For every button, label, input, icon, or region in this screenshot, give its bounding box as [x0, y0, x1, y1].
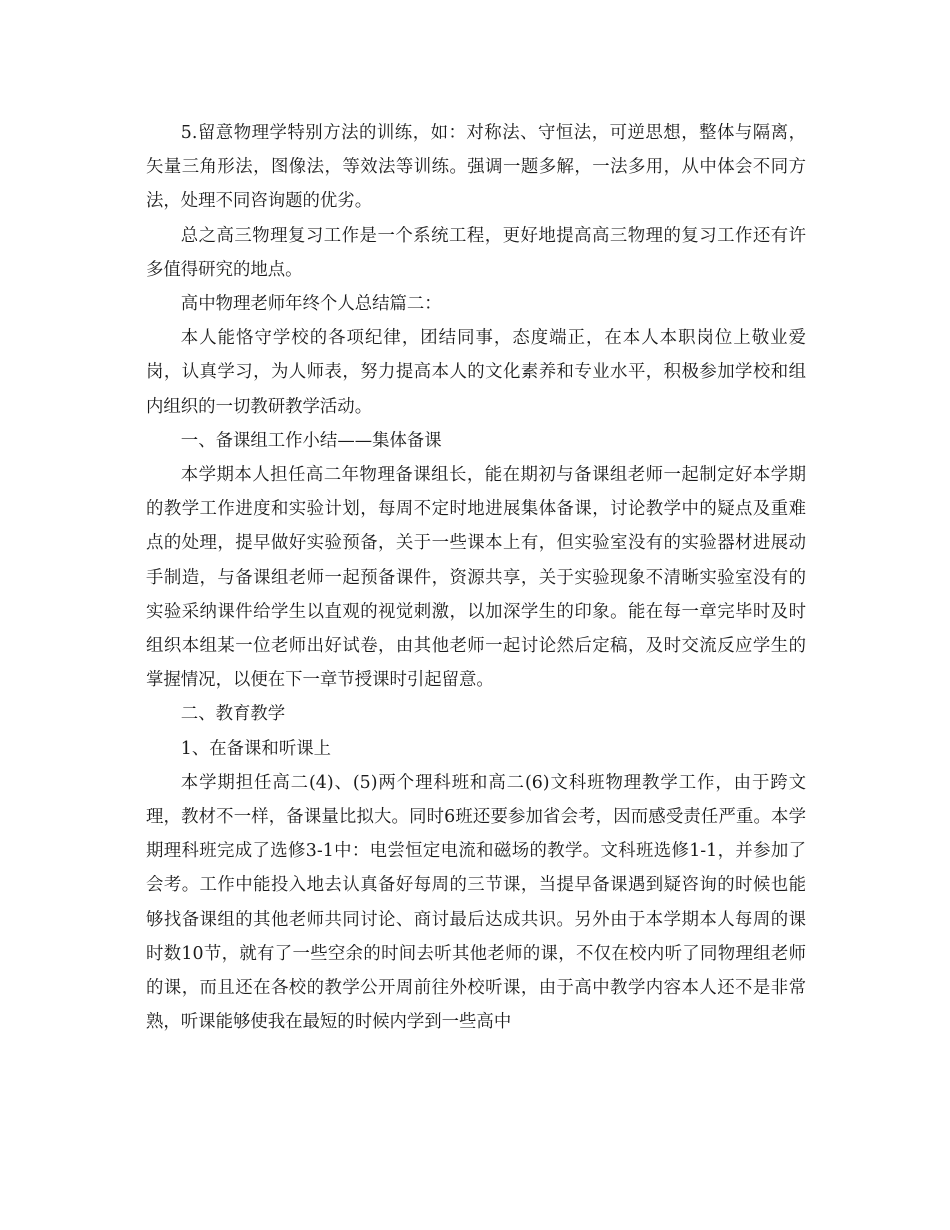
paragraph-self-discipline: 本人能恪守学校的各项纪律，团结同事，态度端正，在本人本职岗位上敬业爱岗，认真学习，为人师表，努力提高本人的文化素养和专业水平，积极参加学校和组内组织的一切教研教学活动。 — [146, 328, 806, 417]
paragraph-method-training: 5.留意物理学特别方法的训练，如：对称法、守恒法，可逆思想，整体与隔离，矢量三角形法，图像法，等效法等训练。强调一题多解，一法多用，从中体会不同方法，处理不同咨询题的优劣。 — [146, 123, 806, 212]
paragraph-teaching-workload: 本学期担任高二(4)、(5)两个理科班和高二(6)文科班物理教学工作，由于跨文理，教材不一样，备课量比拟大。同时6班还要参加省会考，因而感受责任严重。本学期理科班完成了选修3-1中：电尝恒定电流和磁场的教学。文科班选修1-1，并参加了会考。工作中能投入地去认真备好每周的三节课，当提早备课遇到疑咨询的时候也能够找备课组的其他老师共同讨论、商讨最后达成共识。另外由于本学期本人每周的课时数10节，就有了一些空余的时间去听其他老师的课，不仅在校内听了同物理组老师的课，而且还在各校的教学公开周前往外校听课，由于高中教学内容本人还不是非常熟，听课能够使我在最短的时候内学到一些高中 — [146, 772, 806, 1033]
document-body — [146, 116, 806, 1039]
heading-lesson-group-summary: 一、备课组工作小结——集体备课 — [180, 430, 442, 451]
heading-lesson-prep-observation: 1、在备课和听课上 — [180, 738, 331, 759]
heading-education-teaching: 二、教育教学 — [180, 704, 286, 725]
paragraph-lesson-group-work: 本学期本人担任高二年物理备课组长，能在期初与备课组老师一起制定好本学期的教学工作进度和实验计划，每周不定时地进展集体备课，讨论教学中的疑点及重难点的处理，提早做好实验预备，关于一些课本上有，但实验室没有的实验器材进展动手制造，与备课组老师一起预备课件，资源共享，关于实验现象不清晰实验室没有的实验采纳课件给学生以直观的视觉刺激，以加深学生的印象。能在每一章完毕时及时组织本组某一位老师出好试卷，由其他老师一起讨论然后定稿，及时交流反应学生的掌握情况，以便在下一章节授课时引起留意。 — [146, 465, 806, 691]
paragraph-section-title-part-two: 高中物理老师年终个人总结篇二： — [180, 294, 442, 315]
paragraph-review-summary: 总之高三物理复习工作是一个系统工程，更好地提高高三物理的复习工作还有许多值得研究的地点。 — [146, 225, 806, 280]
